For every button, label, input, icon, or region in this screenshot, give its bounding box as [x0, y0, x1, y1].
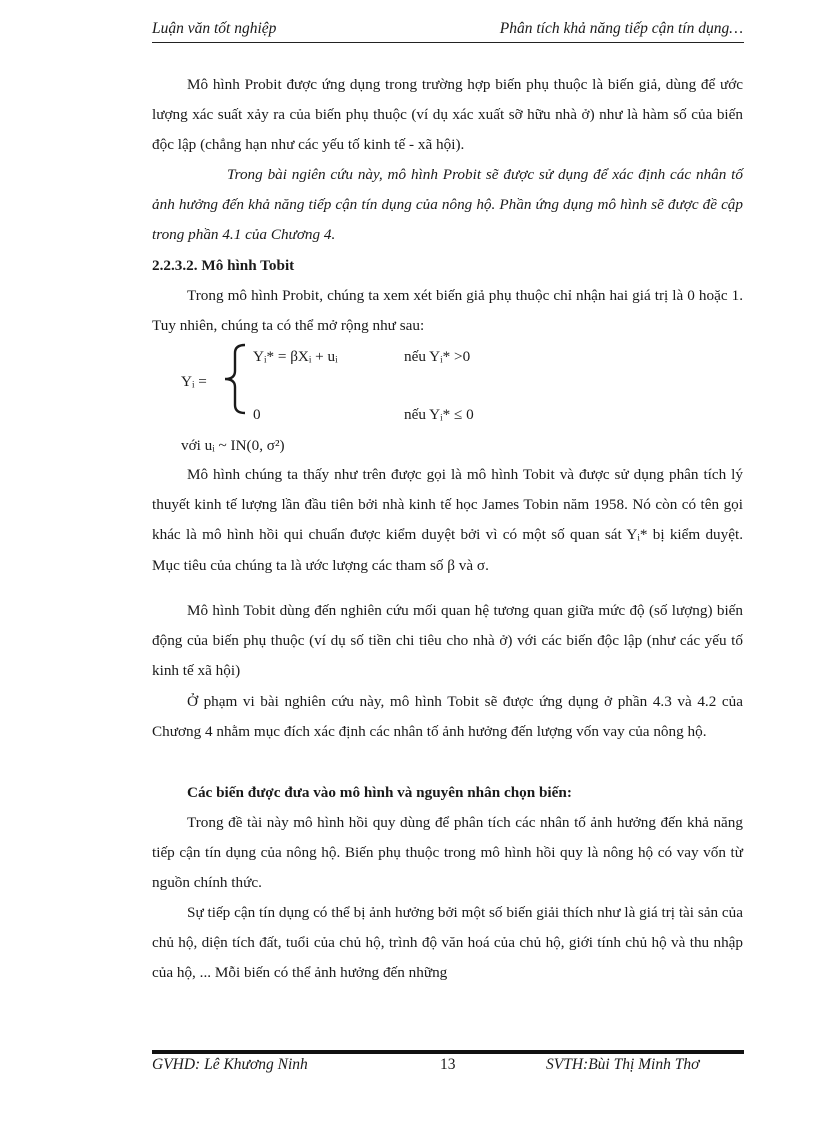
equation-case1-condition: nếu Yᵢ* >0 [404, 348, 471, 365]
paragraph-probit-intro: Mô hình Probit được ứng dụng trong trường hợp biến phụ thuộc là biến giả, dùng để ước lượng xác suất xảy ra của biến phụ thuộc (ví dụ xác xuất sỡ hữu nhà ở) như là hàm số của biến độc lập (chẳng hạn như các yếu tố kinh tế - xã hội). [152, 76, 743, 154]
subheading-variables: Các biến được đưa vào mô hình và nguyên nhân chọn biến: [187, 784, 572, 801]
paragraph-explanatory-variables: Sự tiếp cận tín dụng có thể bị ảnh hưởng bởi một số biến giải thích như là giá trị tài sản của chủ hộ, diện tích đất, tuổi của chủ hộ, trình độ văn hoá của chủ hộ, giới tính chủ hộ và thu nhập của hộ, ... Mỗi biến có thể ảnh hưởng đến những [152, 904, 743, 982]
paragraph-tobit-description: Mô hình chúng ta thấy như trên được gọi là mô hình Tobit và được sử dụng phân tích lý thuyết kinh tế lượng lần đầu tiên bởi nhà kinh tế học James Tobin năm 1958. Nó còn có tên gọi khác là mô hình hồi qui chuẩn được kiểm duyệt bởi vì có một số quan sát Yᵢ* bị kiểm duyệt. Mục tiêu của chúng ta là ước lượng các tham số β và σ. [152, 466, 743, 574]
page-header [152, 20, 743, 42]
paragraph-tobit-extension: Trong mô hình Probit, chúng ta xem xét biến giả phụ thuộc chỉ nhận hai giá trị là 0 hoặc 1. Tuy nhiên, chúng ta có thể mở rộng như sau: [152, 287, 743, 335]
footer-supervisor: GVHD: Lê Khương Ninh [152, 1056, 308, 1073]
equation-lhs: Yᵢ = [181, 373, 207, 390]
header-right: Phân tích khả năng tiếp cận tín dụng… [499, 20, 743, 37]
section-heading-tobit: 2.2.3.2. Mô hình Tobit [152, 257, 295, 274]
header-left: Luận văn tốt nghiệp [152, 20, 277, 37]
footer-rule [152, 1050, 744, 1054]
page-number: 13 [440, 1056, 456, 1073]
equation-error-note: với uᵢ ~ IN(0, σ²) [181, 437, 285, 454]
equation-case2-expression: 0 [253, 406, 261, 423]
footer-student: SVTH:Bùi Thị Minh Thơ [546, 1056, 700, 1073]
paragraph-tobit-scope: Ở phạm vi bài nghiên cứu này, mô hình Tobit sẽ được ứng dụng ở phần 4.3 và 4.2 của Chương 4 nhằm mục đích xác định các nhân tố ảnh hưởng đến lượng vốn vay của nông hộ. [152, 693, 743, 741]
header-rule [152, 42, 744, 43]
left-brace-icon [223, 343, 247, 415]
equation-case1-expression: Yᵢ* = βXᵢ + uᵢ [253, 348, 338, 365]
paragraph-tobit-usage: Mô hình Tobit dùng đến nghiên cứu mối quan hệ tương quan giữa mức độ (số lượng) biến động của biến phụ thuộc (ví dụ số tiền chi tiêu cho nhà ở) với các biến độc lập (như các yếu tố kinh tế xã hội) [152, 602, 743, 680]
paragraph-probit-application: Trong bài ngiên cứu này, mô hình Probit sẽ được sử dụng để xác định các nhân tố ảnh hưởng đến khả năng tiếp cận tín dụng của nông hộ. Phần ứng dụng mô hình sẽ được đề cập trong phần 4.1 của Chương 4. [152, 166, 743, 244]
paragraph-regression-model: Trong đề tài này mô hình hồi quy dùng để phân tích các nhân tố ảnh hưởng đến khả năng tiếp cận tín dụng của nông hộ. Biến phụ thuộc trong mô hình hồi quy là nông hộ có vay vốn từ nguồn chính thức. [152, 814, 743, 892]
equation-case2-condition: nếu Yᵢ* ≤ 0 [404, 406, 474, 423]
